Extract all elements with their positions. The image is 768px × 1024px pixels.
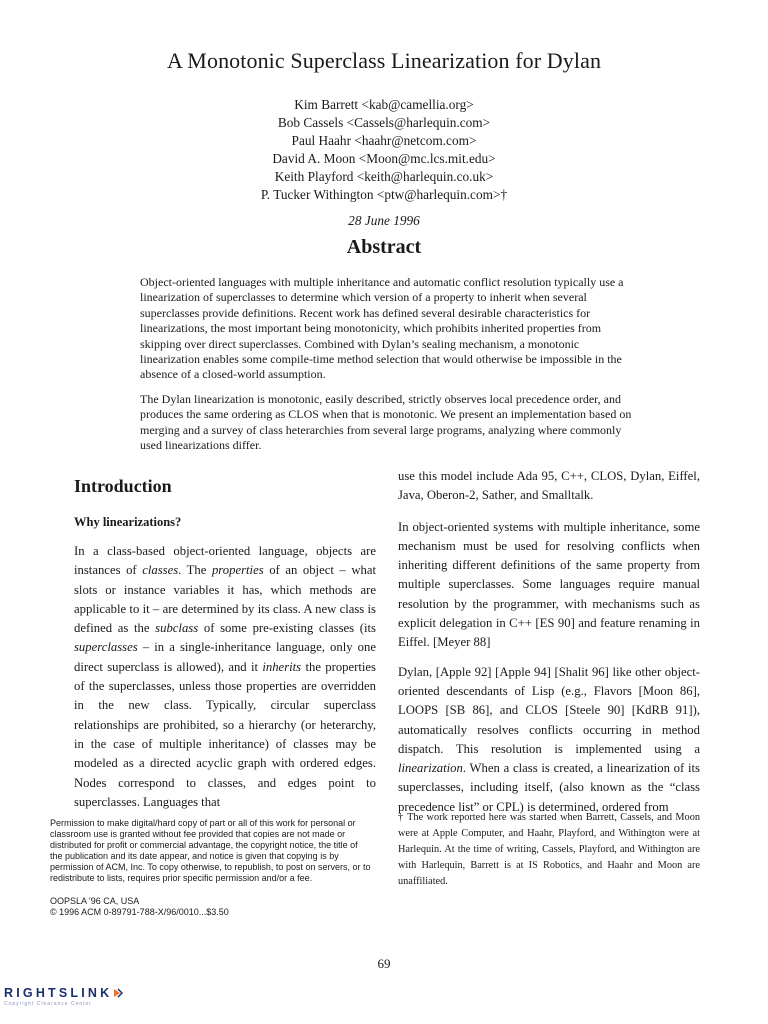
logo-arrow-icon (113, 988, 123, 998)
venue-line: OOPSLA '96 CA, USA (50, 896, 140, 906)
paper-title: A Monotonic Superclass Linearization for Dylan (166, 48, 602, 73)
author-line: Paul Haahr <haahr@netcom.com> (291, 133, 477, 148)
copyright-line: © 1996 ACM 0-89791-788-X/96/0010...$3.50 (50, 907, 229, 917)
venue-info (50, 896, 372, 918)
abstract-paragraph: Object-oriented languages with multiple inheritance and automatic conflict resolution typically use a linearization of superclasses to determine which version of a property to inherit when several superclasses provide definitions. Recent work has defined several desirable characteristics for linearizations, the most important being monotonicity, which prohibits inherited properties from skipping over direct superclasses. Combined with Dylan’s sealing mechanism, a monotonic linearization enables some compile-time method selection that would otherwise be impossible in the absence of a closed-world assumption. (140, 275, 624, 382)
right-column (398, 467, 700, 827)
publication-date: 28 June 1996 (348, 213, 420, 228)
author-list (0, 96, 768, 204)
logo-subtext: Copyright Clearance Center (4, 1001, 92, 1007)
author-line: Bob Cassels <Cassels@harlequin.com> (277, 115, 491, 130)
body-paragraph: In object-oriented systems with multiple inheritance, some mechanism must be used for resolving conflicts when inheriting different definitions of the same property from multiple superclasses. Some languages require manual resolution by the programmer, with mechanisms such as explicit delegation in C++ [ES 90] and feature renaming in Eiffel. [Meyer 88] (398, 519, 700, 650)
abstract-paragraph: The Dylan linearization is monotonic, easily described, strictly observes local precedence order, and produces the same ordering as CLOS when that is monotonic. We present an implementation based on merging and a survey of class heterarchies from several large programs, analyzing where commonly used linearizations differ. (140, 391, 632, 453)
footnote: † The work reported here was started when Barrett, Cassels, and Moon were at Apple Computer, and Haahr, Playford, and Withington were at Harlequin. At the time of writing, Cassels, Playford, and Withington are with Harlequin, Barrett is at IS Robotics, and Haahr and Moon are unaffiliated. (398, 812, 700, 887)
rightslink-logo (4, 986, 154, 1014)
author-line: Keith Playford <keith@harlequin.co.uk> (274, 169, 494, 184)
body-paragraph: In a class-based object-oriented language, objects are instances of classes. The properties of an object – what slots or instance variables it has, which methods are applicable to it – are determined by its class. A new class is defined as the subclass of some pre-existing classes (its superclasses – in a single-inheritance language, only one direct superclass is allowed), and it inherits the properties of the superclasses, unless those properties are overridden in the new class. Typically, circular superclass relationships are prohibited, so a hierarchy (or heterarchy, in the case of multiple inheritance) of classes may be modeled as a directed acyclic graph with ordered edges. Nodes correspond to classes, and edges point to superclasses. Languages that (74, 544, 376, 809)
logo-text: RIGHTSLINK (4, 986, 113, 1000)
abstract-body (140, 275, 632, 462)
abstract-heading: Abstract (346, 236, 422, 258)
author-line: P. Tucker Withington <ptw@harlequin.com>† (260, 187, 508, 202)
author-line: David A. Moon <Moon@mc.lcs.mit.edu> (272, 151, 496, 166)
page-number: 69 (377, 956, 391, 971)
body-paragraph: use this model include Ada 95, C++, CLOS, Dylan, Eiffel, Java, Oberon-2, Sather, and Smalltalk. (398, 469, 700, 503)
left-column (74, 476, 376, 822)
subsection-heading: Why linearizations? (74, 515, 182, 529)
introduction-heading: Introduction (74, 476, 172, 496)
body-paragraph: Dylan, [Apple 92] [Apple 94] [Shalit 96] like other object-oriented descendants of Lisp (e.g., Flavors [Moon 86], LOOPS [SB 86], and CLOS [Steele 90] [KdRB 91]), automatically resolves conflicts occurring in method dispatch. This resolution is implemented using a linearization. When a class is created, a linearization of its superclasses, including itself, (also known as the “class precedence list” or CPL) is determined, ordered from (398, 664, 700, 814)
author-line: Kim Barrett <kab@camellia.org> (294, 97, 474, 112)
permission-notice: Permission to make digital/hard copy of part or all of this work for personal or classroom use is granted without fee provided that copies are not made or distributed for profit or commercial advantage, the copyright notice, the title of the publication and its date appear, and notice is given that copying is by permission of ACM, Inc. To copy otherwise, to republish, to post on servers, or to redistribute to lists, requires prior specific permission and/or a fee. (50, 818, 371, 883)
